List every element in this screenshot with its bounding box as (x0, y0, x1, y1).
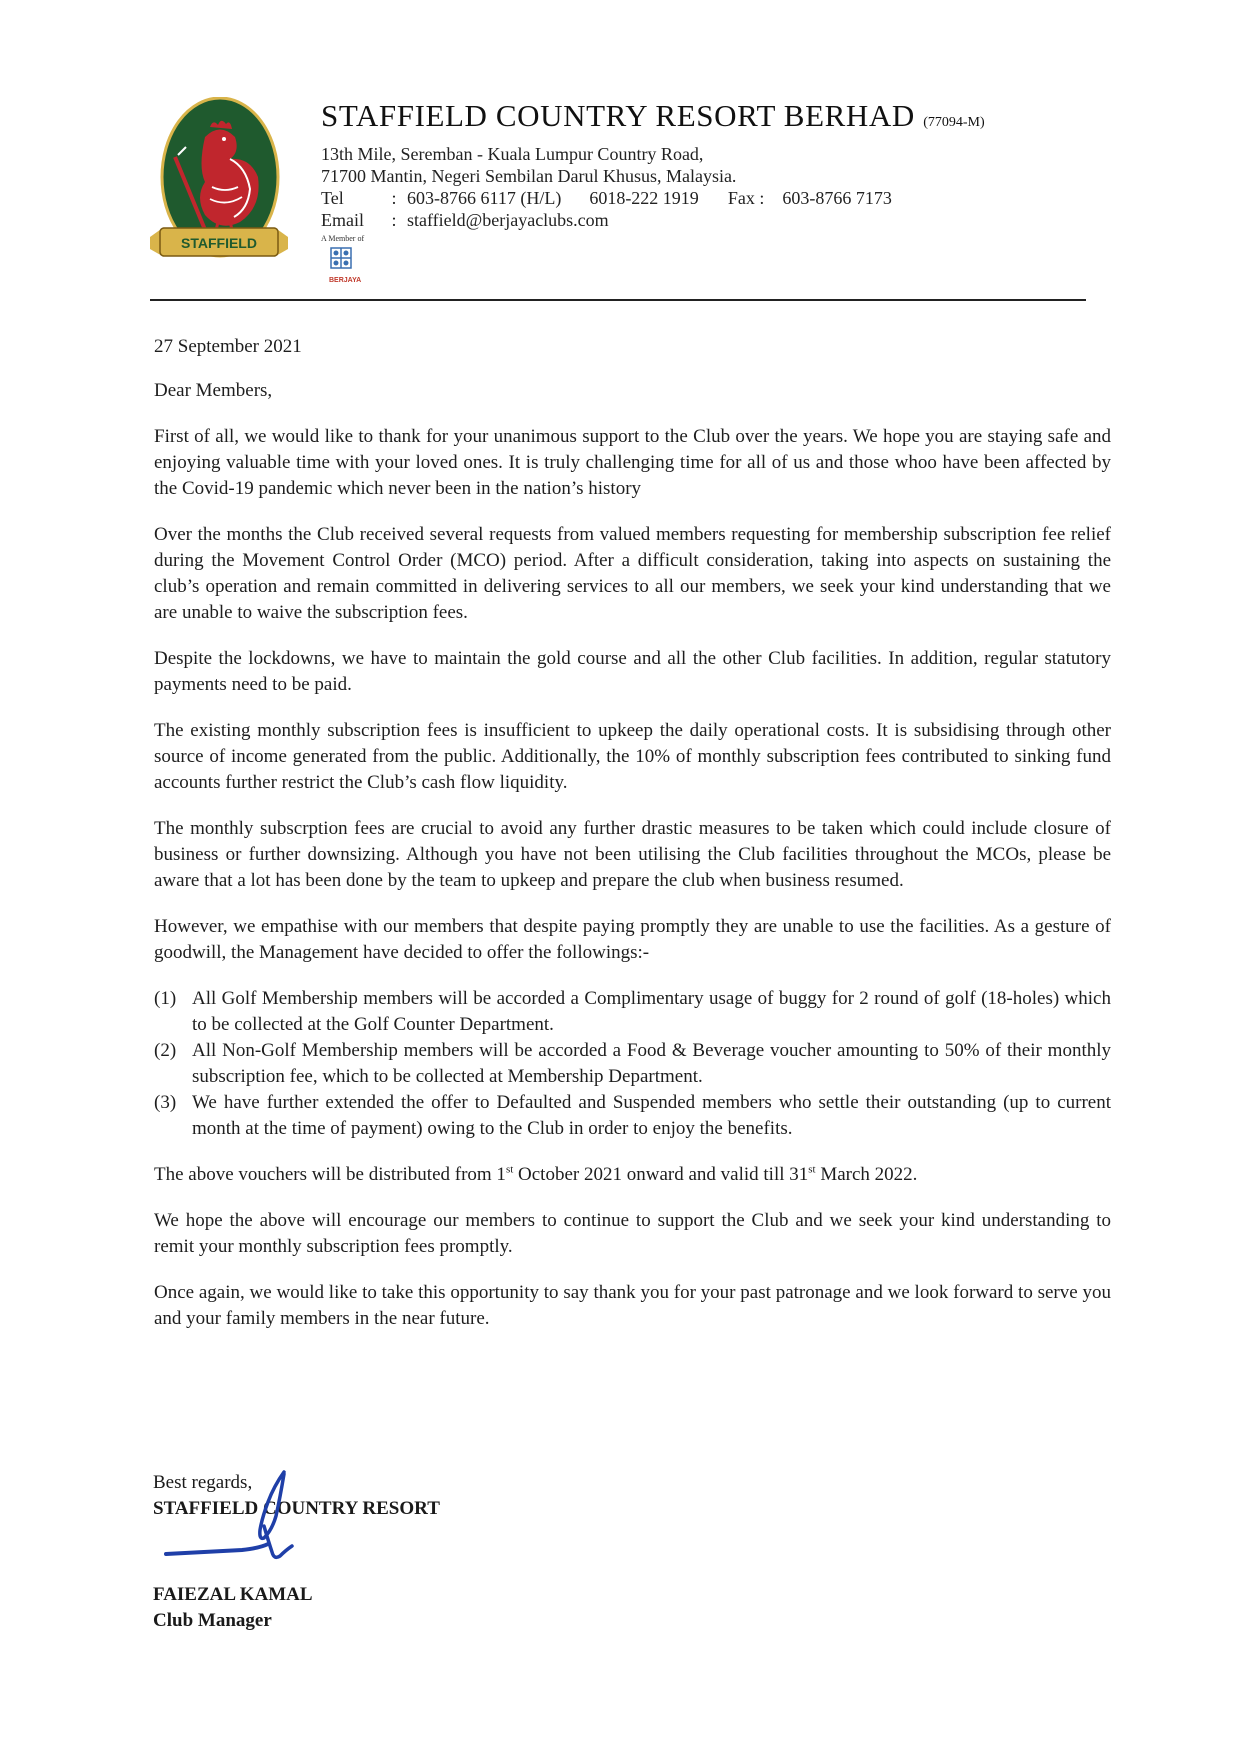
list-item (154, 1038, 1111, 1090)
signatory-title: Club Manager (153, 1610, 272, 1631)
staffield-logo (150, 97, 288, 272)
telephone-row (321, 187, 1121, 209)
voucher-paragraph (154, 1162, 1111, 1188)
letter-body (154, 334, 1111, 1352)
colon: : (391, 210, 397, 230)
letterhead (321, 98, 1121, 285)
fax-number: 603-8766 7173 (782, 188, 892, 208)
address-line-2: 71700 Mantin, Negeri Sembilan Darul Khusus, Malaysia. (321, 166, 737, 186)
tel-number-1: 603-8766 6117 (H/L) (407, 188, 562, 208)
paragraph: The existing monthly subscription fees is insufficient to upkeep the daily operational costs. It is subsidising through other source of income generated from the public. Additionally, the 10% of monthly subscription fees contributed to sinking fund accounts further restrict the Club’s cash flow liquidity. (154, 720, 1111, 793)
offer-list (154, 986, 1111, 1142)
paragraph: First of all, we would like to thank for your unanimous support to the Club over the years. We hope you are staying safe and enjoying valuable time with your loved ones. It is truly challenging time for all of us and those whoo have been affected by the Covid-19 pandemic which never been in the nation’s history (154, 426, 1111, 499)
member-of-label: A Member of (321, 234, 365, 243)
voucher-text-c: March 2022. (815, 1164, 918, 1185)
list-item (154, 986, 1111, 1038)
list-number: (2) (154, 1040, 177, 1061)
email-label: Email (321, 210, 364, 230)
letter-date: 27 September 2021 (154, 336, 302, 357)
berjaya-logo-text: BERJAYA (329, 277, 362, 284)
paragraph: We hope the above will encourage our members to continue to support the Club and we seek your kind understanding to remit your monthly subscription fees promptly. (154, 1210, 1111, 1257)
header-divider (150, 299, 1086, 301)
tel-number-2: 6018-222 1919 (589, 188, 699, 208)
voucher-text-a: The above vouchers will be distributed from 1 (154, 1164, 506, 1185)
berjaya-emblem-icon (321, 246, 361, 272)
email-row (321, 209, 1121, 231)
salutation: Dear Members, (154, 380, 273, 401)
voucher-sup-b: st (808, 1163, 816, 1176)
voucher-sup-a: st (505, 1163, 514, 1176)
list-text: All Golf Membership members will be accorded a Complimentary usage of buggy for 2 round of golf (18-holes) which to be collected at the Golf Counter Department. (192, 988, 1111, 1035)
email-value: staffield@berjayaclubs.com (407, 210, 609, 230)
handwritten-signature (164, 1468, 314, 1580)
paragraph: Once again, we would like to take this opportunity to say thank you for your past patronage and we look forward to serve you and your family members in the near future. (154, 1282, 1111, 1329)
list-item (154, 1090, 1111, 1142)
list-text: All Non-Golf Membership members will be accorded a Food & Beverage voucher amounting to 50% of their monthly subscription fee, which to be collected at Membership Department. (192, 1040, 1111, 1087)
company-name (321, 98, 1121, 141)
list-number: (1) (154, 988, 177, 1009)
list-number: (3) (154, 1092, 177, 1113)
paragraph: Over the months the Club received several requests from valued members requesting for membership subscription fee relief during the Movement Control Order (MCO) period. After a difficult consideration, taking into aspects on sustaining the club’s operation and remain committed in delivering services to all our members, we seek your kind understanding that we are unable to waive the subscription fees. (154, 524, 1111, 623)
address-line-1: 13th Mile, Seremban - Kuala Lumpur Country Road, (321, 144, 704, 164)
company-reg: (77094-M) (923, 115, 985, 130)
fax-label: Fax : (727, 188, 765, 208)
signoff-org: STAFFIELD COUNTRY RESORT (153, 1498, 440, 1519)
voucher-text-b: October 2021 onward and valid till 31 (513, 1164, 809, 1185)
berjaya-logo (321, 246, 381, 285)
regards: Best regards, (153, 1472, 253, 1493)
colon: : (391, 188, 397, 208)
paragraph: Despite the lockdowns, we have to maintain the gold course and all the other Club facilities. In addition, regular statutory payments need to be paid. (154, 648, 1111, 695)
tel-label: Tel (321, 188, 344, 208)
list-text: We have further extended the offer to Defaulted and Suspended members who settle their outstanding (up to current month at the time of payment) owing to the Club in order to enjoy the benefits. (192, 1092, 1111, 1139)
logo-text: STAFFIELD (181, 235, 257, 251)
paragraph: However, we empathise with our members that despite paying promptly they are unable to use the facilities. As a gesture of goodwill, the Management have decided to offer the followings:- (154, 916, 1111, 963)
company-name-text: STAFFIELD COUNTRY RESORT BERHAD (321, 98, 915, 133)
signatory-name: FAIEZAL KAMAL (153, 1584, 313, 1605)
paragraph: The monthly subscrption fees are crucial to avoid any further drastic measures to be taken which could include closure of business or further downsizing. Although you have not been utilising the Club facilities throughout the MCOs, please be aware that a lot has been done by the team to upkeep and prepare the club when business resumed. (154, 818, 1111, 891)
